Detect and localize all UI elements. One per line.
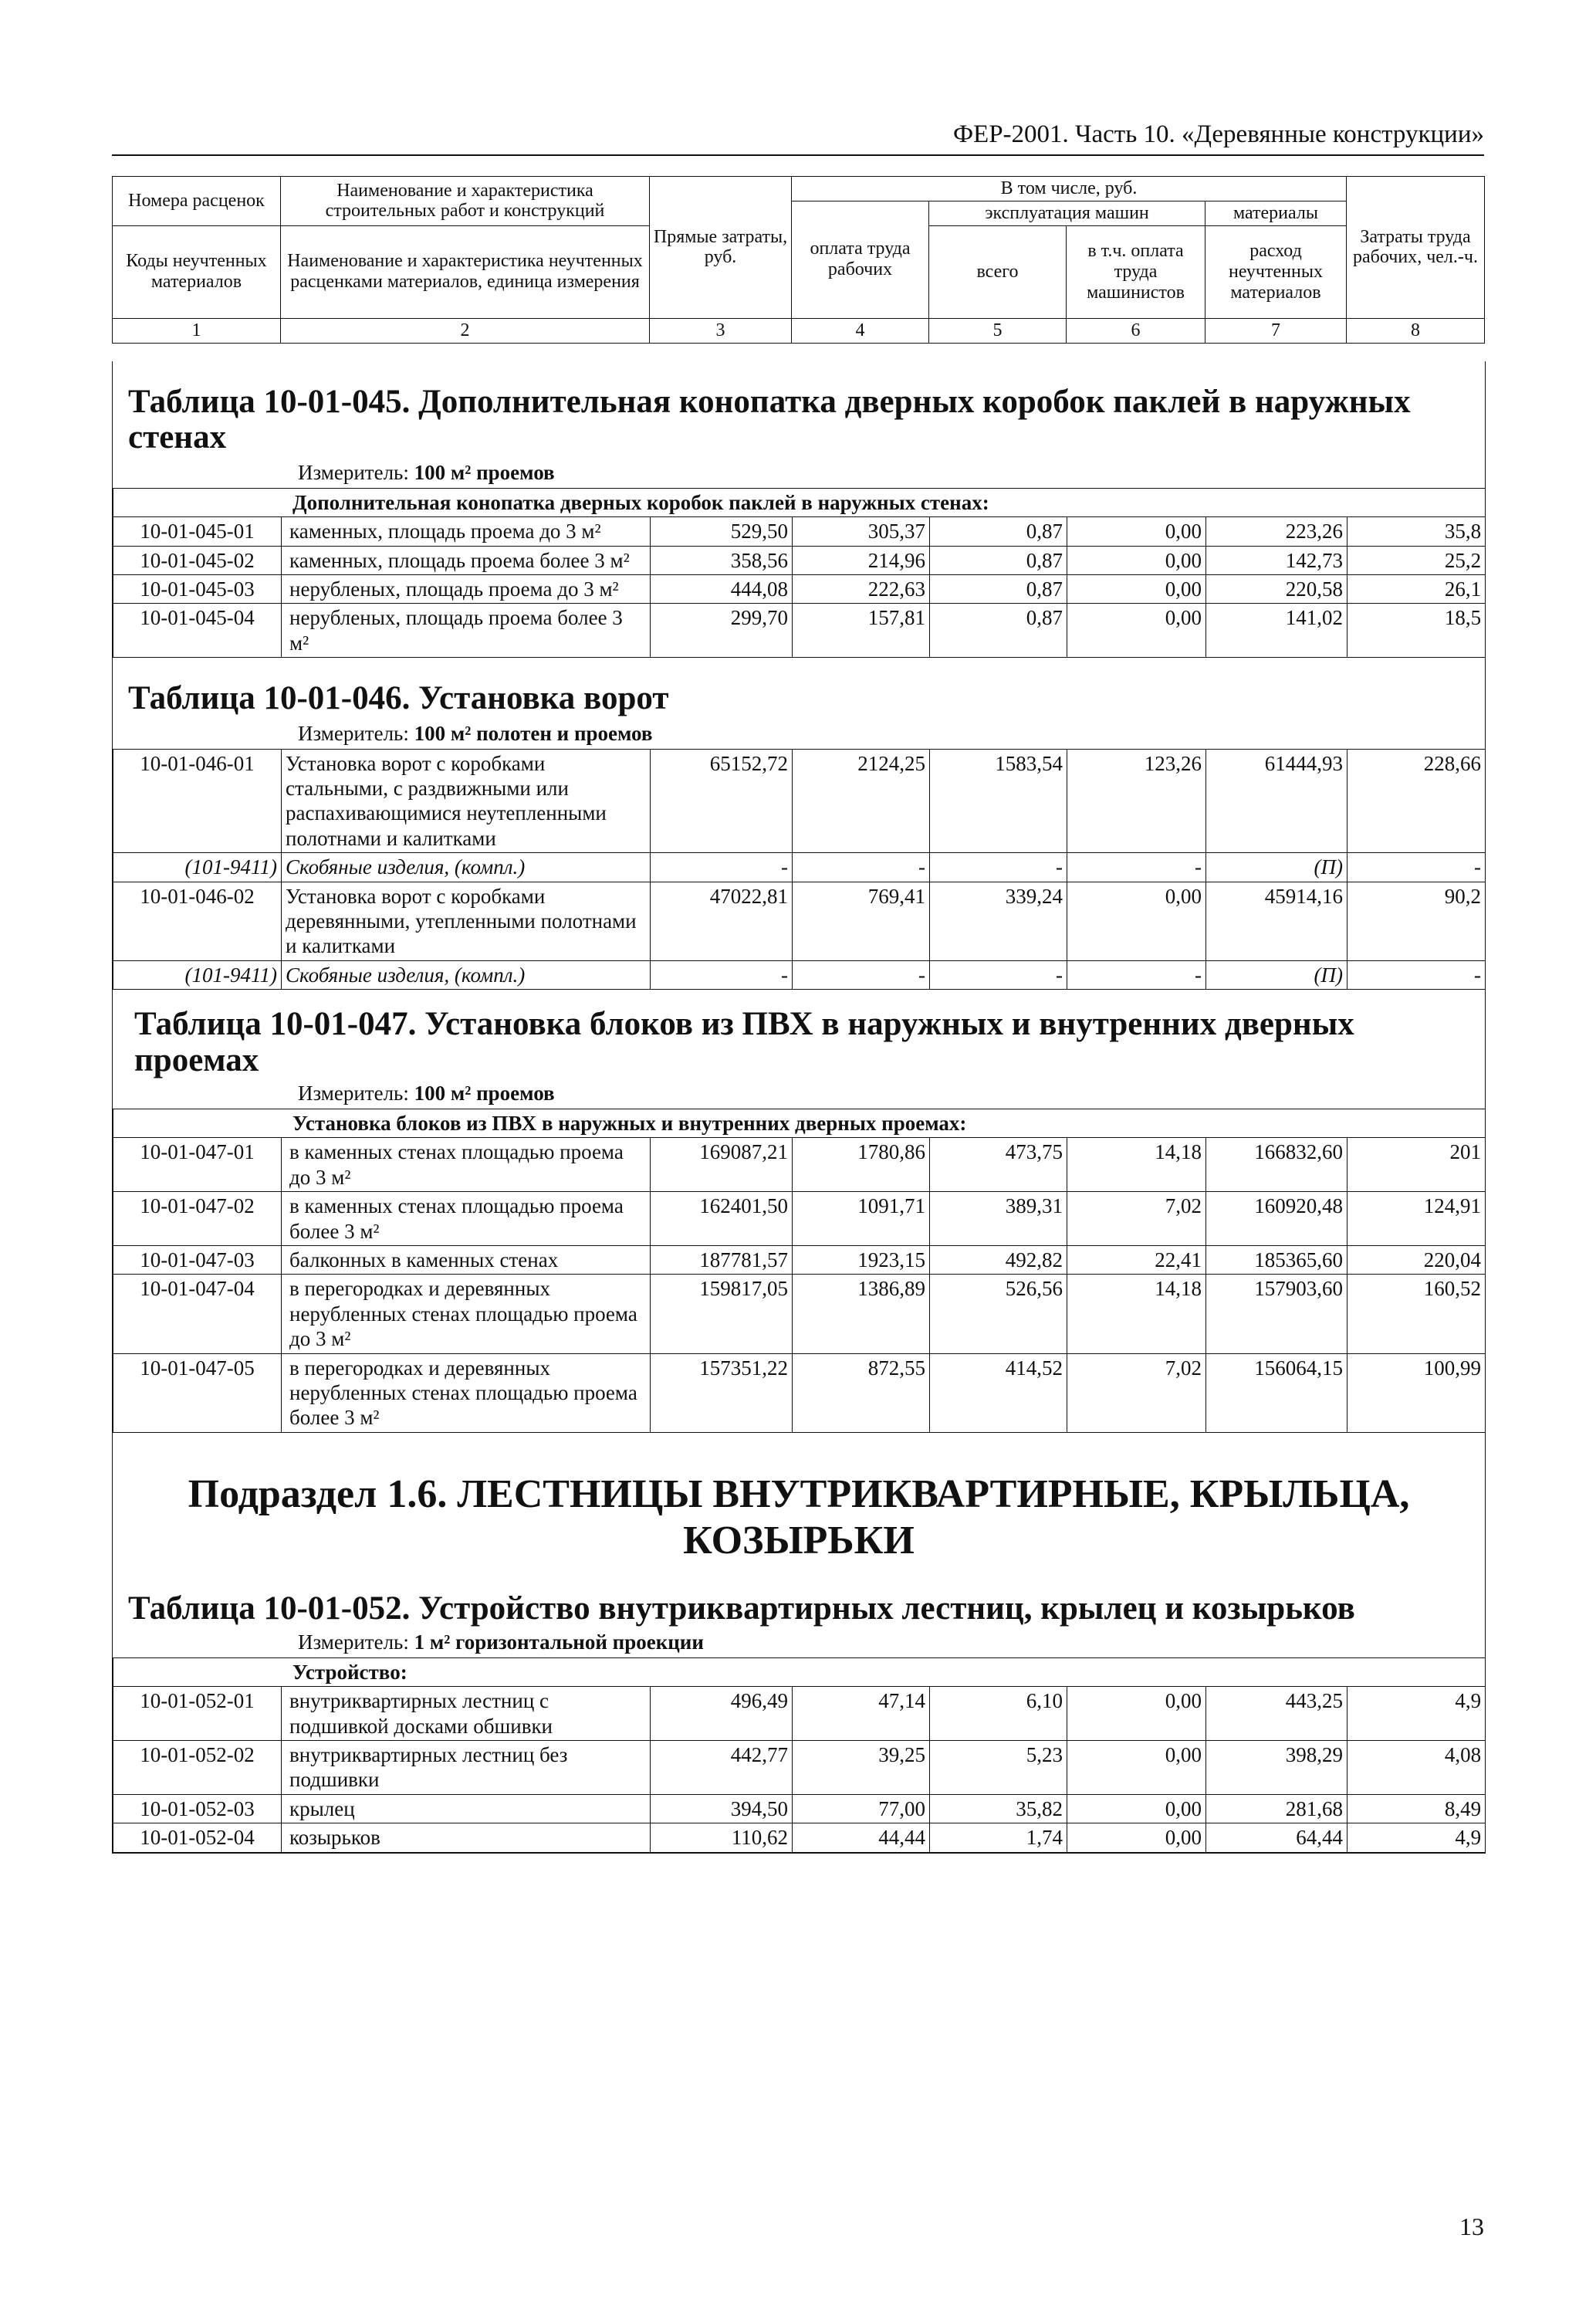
measure-value: 1 м² горизонтальной проекции <box>414 1630 704 1654</box>
tables-area <box>112 361 1486 1854</box>
hdr-col1-top: Номера расценок <box>113 177 281 226</box>
table-name: Дополнительная конопатка дверных коробок паклей в наружных стенах <box>128 384 1411 456</box>
direct-costs: 47022,81 <box>651 882 793 960</box>
table-row <box>113 1740 1486 1794</box>
machine-wages: 0,00 <box>1067 546 1206 574</box>
work-name: в каменных стенах площадью проема более 3 м² <box>282 1192 651 1246</box>
measure-value: 100 м² проемов <box>414 1082 555 1106</box>
hdr-machine-total: всего <box>929 225 1067 318</box>
column-header-table <box>112 176 1485 344</box>
data-table-052 <box>113 1657 1486 1854</box>
material-name: Скобяные изделия, (компл.) <box>282 960 651 989</box>
wages: 305,37 <box>793 517 930 546</box>
machine-wages: 123,26 <box>1067 749 1206 853</box>
group-heading: Установка блоков из ПВХ в наружных и внутренних дверных проемах: <box>113 1109 1486 1138</box>
measure-unit <box>298 461 1485 485</box>
machine-total: 339,24 <box>930 882 1067 960</box>
materials: 160920,48 <box>1206 1192 1347 1246</box>
table-section-052 <box>113 1563 1485 1853</box>
machine-wages: 0,00 <box>1067 1740 1206 1794</box>
direct-costs: - <box>651 960 793 989</box>
wages: 47,14 <box>793 1687 930 1741</box>
table-row <box>113 1275 1486 1353</box>
materials: 61444,93 <box>1206 749 1347 853</box>
work-name: балконных в каменных стенах <box>282 1246 651 1275</box>
labor: - <box>1347 960 1486 989</box>
hdr-num-5: 5 <box>929 318 1067 343</box>
table-row <box>113 517 1486 546</box>
wages: 77,00 <box>793 1794 930 1823</box>
materials: 45914,16 <box>1206 882 1347 960</box>
data-table-047 <box>113 1109 1486 1433</box>
direct-costs: 442,77 <box>651 1740 793 1794</box>
table-section-047 <box>113 990 1485 1433</box>
wages: 222,63 <box>793 575 930 604</box>
measure-unit <box>298 722 1485 746</box>
wages: 872,55 <box>793 1353 930 1432</box>
machine-total: 0,87 <box>930 546 1067 574</box>
materials: 220,58 <box>1206 575 1347 604</box>
machine-wages: 0,00 <box>1067 1687 1206 1741</box>
table-row <box>113 960 1486 989</box>
machine-total: 0,87 <box>930 517 1067 546</box>
material-code: (101-9411) <box>113 960 282 989</box>
machine-total: 35,82 <box>930 1794 1067 1823</box>
rate-code: 10-01-045-04 <box>113 604 282 658</box>
material-name: Скобяные изделия, (компл.) <box>282 853 651 882</box>
table-row <box>113 1794 1486 1823</box>
work-name: козырьков <box>282 1823 651 1853</box>
hdr-labor-costs: Затраты труда рабочих, чел.-ч. <box>1347 177 1485 319</box>
materials: (П) <box>1206 960 1347 989</box>
labor: 26,1 <box>1347 575 1486 604</box>
rate-code: 10-01-047-03 <box>113 1246 282 1275</box>
materials: 398,29 <box>1206 1740 1347 1794</box>
labor: 201 <box>1347 1138 1486 1192</box>
machine-total: 389,31 <box>930 1192 1067 1246</box>
wages: 1780,86 <box>793 1138 930 1192</box>
hdr-col1-bottom: Коды неучтенных материалов <box>113 225 281 318</box>
machine-wages: 0,00 <box>1067 1794 1206 1823</box>
work-name: Установка ворот с коробками стальными, с раздвижными или распахивающимися неутепленными полотнами и калитками <box>282 749 651 853</box>
rate-code: 10-01-052-03 <box>113 1794 282 1823</box>
table-row <box>113 1246 1486 1275</box>
labor: 18,5 <box>1347 604 1486 658</box>
direct-costs: 65152,72 <box>651 749 793 853</box>
hdr-machine-wages: в т.ч. оплата труда машинистов <box>1067 225 1205 318</box>
direct-costs: - <box>651 853 793 882</box>
rate-code: 10-01-052-01 <box>113 1687 282 1741</box>
subsection-line-1: Подраздел 1.6. ЛЕСТНИЦЫ ВНУТРИКВАРТИРНЫЕ, КРЫЛЬЦА, <box>188 1471 1410 1516</box>
measure-label: Измеритель: <box>298 721 409 745</box>
work-name: нерубленых, площадь проема до 3 м² <box>282 575 651 604</box>
materials: 157903,60 <box>1206 1275 1347 1353</box>
work-name: в перегородках и деревянных нерубленных стенах площадью проема до 3 м² <box>282 1275 651 1353</box>
table-title <box>113 1007 1485 1078</box>
wages: - <box>793 853 930 882</box>
work-name: Установка ворот с коробками деревянными, утепленными полотнами и калитками <box>282 882 651 960</box>
materials: 166832,60 <box>1206 1138 1347 1192</box>
measure-unit <box>298 1082 1485 1106</box>
wages: 1091,71 <box>793 1192 930 1246</box>
hdr-direct-costs: Прямые затраты, руб. <box>650 177 792 319</box>
measure-label: Измеритель: <box>298 1630 409 1654</box>
hdr-num-8: 8 <box>1347 318 1485 343</box>
wages: 769,41 <box>793 882 930 960</box>
table-row <box>113 749 1486 853</box>
rate-code: 10-01-047-05 <box>113 1353 282 1432</box>
materials: (П) <box>1206 853 1347 882</box>
wages: 214,96 <box>793 546 930 574</box>
rate-code: 10-01-045-03 <box>113 575 282 604</box>
machine-wages: 0,00 <box>1067 604 1206 658</box>
labor: 4,08 <box>1347 1740 1486 1794</box>
direct-costs: 169087,21 <box>651 1138 793 1192</box>
labor: 35,8 <box>1347 517 1486 546</box>
direct-costs: 529,50 <box>651 517 793 546</box>
table-row <box>113 853 1486 882</box>
materials: 281,68 <box>1206 1794 1347 1823</box>
work-name: нерубленых, площадь проема более 3 м² <box>282 604 651 658</box>
hdr-machine-operation: эксплуатация машин <box>929 201 1205 225</box>
wages: 157,81 <box>793 604 930 658</box>
table-row <box>113 1353 1486 1432</box>
rate-code: 10-01-045-02 <box>113 546 282 574</box>
table-row <box>113 546 1486 574</box>
table-number: Таблица 10-01-047. <box>134 1006 417 1043</box>
machine-wages: 7,02 <box>1067 1192 1206 1246</box>
table-number: Таблица 10-01-045. <box>128 384 411 420</box>
direct-costs: 159817,05 <box>651 1275 793 1353</box>
hdr-num-1: 1 <box>113 318 281 343</box>
rate-code: 10-01-047-04 <box>113 1275 282 1353</box>
table-name: Установка ворот <box>418 680 669 717</box>
work-name: каменных, площадь проема более 3 м² <box>282 546 651 574</box>
machine-wages: 22,41 <box>1067 1246 1206 1275</box>
materials: 64,44 <box>1206 1823 1347 1853</box>
header-rule <box>112 154 1484 156</box>
materials: 185365,60 <box>1206 1246 1347 1275</box>
machine-total: 526,56 <box>930 1275 1067 1353</box>
machine-total: 5,23 <box>930 1740 1067 1794</box>
table-section-046 <box>113 658 1485 990</box>
measure-label: Измеритель: <box>298 460 409 484</box>
wages: 1386,89 <box>793 1275 930 1353</box>
machine-wages: 7,02 <box>1067 1353 1206 1432</box>
hdr-in-that-number: В том числе, руб. <box>792 177 1347 201</box>
wages: 44,44 <box>793 1823 930 1853</box>
data-table-046 <box>113 749 1486 990</box>
machine-wages: - <box>1067 960 1206 989</box>
materials: 443,25 <box>1206 1687 1347 1741</box>
table-title <box>113 681 1485 716</box>
wages: 1923,15 <box>793 1246 930 1275</box>
table-name: Устройство внутриквартирных лестниц, крылец и козырьков <box>418 1590 1355 1627</box>
machine-total: 492,82 <box>930 1246 1067 1275</box>
direct-costs: 110,62 <box>651 1823 793 1853</box>
direct-costs: 358,56 <box>651 546 793 574</box>
page-number: 13 <box>1459 2213 1484 2240</box>
machine-total: 0,87 <box>930 575 1067 604</box>
rate-code: 10-01-047-02 <box>113 1192 282 1246</box>
rate-code: 10-01-046-02 <box>113 882 282 960</box>
group-heading: Дополнительная конопатка дверных коробок паклей в наружных стенах: <box>113 488 1486 516</box>
hdr-num-6: 6 <box>1067 318 1205 343</box>
machine-wages: 14,18 <box>1067 1138 1206 1192</box>
hdr-num-3: 3 <box>650 318 792 343</box>
rate-code: 10-01-045-01 <box>113 517 282 546</box>
hdr-num-2: 2 <box>281 318 650 343</box>
hdr-wages: оплата труда рабочих <box>792 201 929 318</box>
labor: 8,49 <box>1347 1794 1486 1823</box>
machine-wages: - <box>1067 853 1206 882</box>
work-name: внутриквартирных лестниц с подшивкой досками обшивки <box>282 1687 651 1741</box>
running-head: ФЕР-2001. Часть 10. «Деревянные конструкции» <box>952 120 1484 148</box>
machine-wages: 0,00 <box>1067 1823 1206 1853</box>
wages: 2124,25 <box>793 749 930 853</box>
table-number: Таблица 10-01-046. <box>128 680 411 717</box>
machine-wages: 0,00 <box>1067 882 1206 960</box>
measure-label: Измеритель: <box>298 1082 409 1106</box>
labor: 90,2 <box>1347 882 1486 960</box>
table-title <box>113 1591 1485 1627</box>
materials: 141,02 <box>1206 604 1347 658</box>
labor: 220,04 <box>1347 1246 1486 1275</box>
work-name: крылец <box>282 1794 651 1823</box>
work-name: в перегородках и деревянных нерубленных стенах площадью проема более 3 м² <box>282 1353 651 1432</box>
table-row <box>113 1687 1486 1741</box>
table-name: Установка блоков из ПВХ в наружных и внутренних дверных проемах <box>134 1006 1354 1078</box>
materials: 156064,15 <box>1206 1353 1347 1432</box>
machine-total: 0,87 <box>930 604 1067 658</box>
rate-code: 10-01-052-04 <box>113 1823 282 1853</box>
measure-value: 100 м² проемов <box>414 460 555 484</box>
work-name: внутриквартирных лестниц без подшивки <box>282 1740 651 1794</box>
table-section-045 <box>113 361 1485 658</box>
materials: 142,73 <box>1206 546 1347 574</box>
machine-total: - <box>930 853 1067 882</box>
direct-costs: 157351,22 <box>651 1353 793 1432</box>
labor: - <box>1347 853 1486 882</box>
wages: 39,25 <box>793 1740 930 1794</box>
work-name: в каменных стенах площадью проема до 3 м² <box>282 1138 651 1192</box>
data-table-045 <box>113 488 1486 658</box>
subsection-heading <box>113 1433 1485 1564</box>
labor: 25,2 <box>1347 546 1486 574</box>
labor: 4,9 <box>1347 1687 1486 1741</box>
hdr-num-4: 4 <box>792 318 929 343</box>
machine-total: 6,10 <box>930 1687 1067 1741</box>
hdr-col2-top: Наименование и характеристика строительных работ и конструкций <box>281 177 650 226</box>
hdr-materials: материалы <box>1205 201 1347 225</box>
work-name: каменных, площадь проема до 3 м² <box>282 517 651 546</box>
materials: 223,26 <box>1206 517 1347 546</box>
labor: 4,9 <box>1347 1823 1486 1853</box>
table-row <box>113 604 1486 658</box>
machine-wages: 0,00 <box>1067 517 1206 546</box>
measure-unit <box>298 1630 1485 1654</box>
table-row <box>113 575 1486 604</box>
labor: 124,91 <box>1347 1192 1486 1246</box>
machine-total: - <box>930 960 1067 989</box>
direct-costs: 187781,57 <box>651 1246 793 1275</box>
hdr-materials-consumption: расход неучтенных материалов <box>1205 225 1347 318</box>
table-number: Таблица 10-01-052. <box>128 1590 411 1627</box>
wages: - <box>793 960 930 989</box>
rate-code: 10-01-047-01 <box>113 1138 282 1192</box>
direct-costs: 394,50 <box>651 1794 793 1823</box>
machine-total: 1583,54 <box>930 749 1067 853</box>
material-code: (101-9411) <box>113 853 282 882</box>
rate-code: 10-01-046-01 <box>113 749 282 853</box>
machine-total: 414,52 <box>930 1353 1067 1432</box>
rate-code: 10-01-052-02 <box>113 1740 282 1794</box>
hdr-col2-bottom: Наименование и характеристика неучтенных расценками материалов, единица измерения <box>281 225 650 318</box>
table-row <box>113 882 1486 960</box>
machine-wages: 14,18 <box>1067 1275 1206 1353</box>
table-title <box>113 384 1485 456</box>
table-row <box>113 1138 1486 1192</box>
labor: 160,52 <box>1347 1275 1486 1353</box>
table-row <box>113 1192 1486 1246</box>
labor: 228,66 <box>1347 749 1486 853</box>
subsection-line-2: КОЗЫРЬКИ <box>683 1518 915 1563</box>
table-row <box>113 1823 1486 1853</box>
hdr-num-7: 7 <box>1205 318 1347 343</box>
machine-wages: 0,00 <box>1067 575 1206 604</box>
group-heading: Устройство: <box>113 1657 1486 1686</box>
direct-costs: 444,08 <box>651 575 793 604</box>
machine-total: 1,74 <box>930 1823 1067 1853</box>
direct-costs: 162401,50 <box>651 1192 793 1246</box>
measure-value: 100 м² полотен и проемов <box>414 721 653 745</box>
labor: 100,99 <box>1347 1353 1486 1432</box>
machine-total: 473,75 <box>930 1138 1067 1192</box>
direct-costs: 496,49 <box>651 1687 793 1741</box>
direct-costs: 299,70 <box>651 604 793 658</box>
